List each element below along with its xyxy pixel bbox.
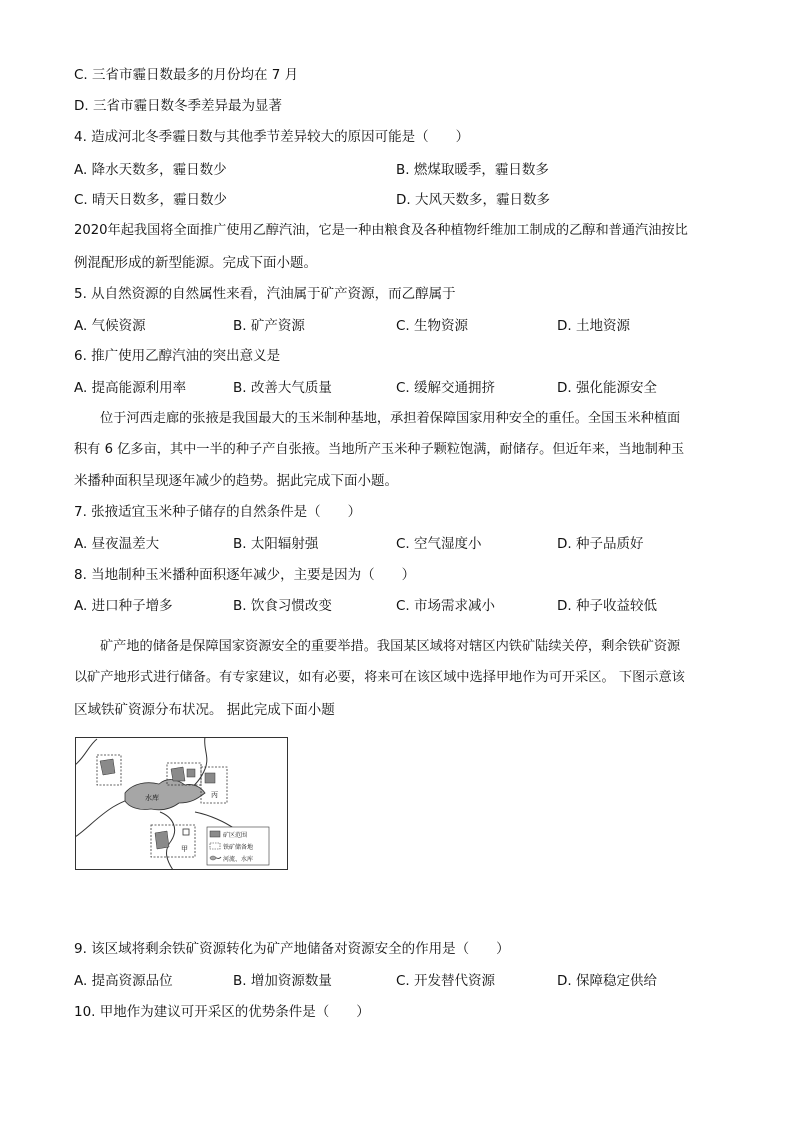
q5-option-d: D. 土地资源 <box>557 318 630 334</box>
question-8: 8. 当地制种玉米播种面积逐年减少，主要是因为（ ） <box>74 567 416 583</box>
q9-option-a: A. 提高资源品位 <box>74 973 173 989</box>
passage-zhangye-line2: 积有 6 亿多亩，其中一半的种子产自张掖。当地所产玉米种子颗粒饱满，耐储存。但近年来，当地制种玉 <box>74 442 685 457</box>
q4-option-c: C. 晴天日数多，霾日数少 <box>74 192 228 208</box>
q6-option-b: B. 改善大气质量 <box>233 380 332 396</box>
iron-ore-distribution-map <box>75 737 288 870</box>
q5-option-b: B. 矿产资源 <box>233 318 305 334</box>
legend-water: 河流、水库 <box>223 857 254 863</box>
question-6: 6. 推广使用乙醇汽油的突出意义是 <box>74 348 281 364</box>
passage-zhangye-line1: 位于河西走廊的张掖是我国最大的玉米制种基地，承担着保障国家用种安全的重任。全国玉米种植面 <box>100 411 681 426</box>
q3-option-c: C. 三省市霾日数最多的月份均在 7 月 <box>74 67 299 83</box>
reservoir-label: 水库 <box>145 795 159 802</box>
q7-option-b: B. 太阳辐射强 <box>233 536 319 552</box>
q7-option-c: C. 空气湿度小 <box>396 536 482 552</box>
passage-zhangye-line3: 米播种面积呈现逐年减少的趋势。据此完成下面小题。 <box>74 473 398 489</box>
q8-option-b: B. 饮食习惯改变 <box>233 598 332 614</box>
legend-reserve: 铁矿储备地 <box>223 845 254 851</box>
bing-label: 丙 <box>211 792 218 799</box>
q9-option-b: B. 增加资源数量 <box>233 973 332 989</box>
q9-option-d: D. 保障稳定供给 <box>557 973 657 989</box>
question-7: 7. 张掖适宜玉米种子储存的自然条件是（ ） <box>74 504 362 520</box>
q8-option-d: D. 种子收益较低 <box>557 598 657 614</box>
q4-option-b: B. 燃煤取暖季，霾日数多 <box>396 162 549 178</box>
passage-ethanol-line1: 2020年起我国将全面推广使用乙醇汽油，它是一种由粮食及各种植物纤维加工制成的乙醇和普通汽油按比 <box>74 223 688 238</box>
question-9: 9. 该区域将剩余铁矿资源转化为矿产地储备对资源安全的作用是（ ） <box>74 941 510 957</box>
q8-option-a: A. 进口种子增多 <box>74 598 173 614</box>
q7-option-d: D. 种子品质好 <box>557 536 644 552</box>
q8-option-c: C. 市场需求减小 <box>396 598 496 614</box>
legend-mine: 矿区范围 <box>223 833 248 839</box>
q5-option-c: C. 生物资源 <box>396 318 469 334</box>
jia-label: 甲 <box>181 846 188 853</box>
q9-option-c: C. 开发替代资源 <box>396 973 496 989</box>
q6-option-d: D. 强化能源安全 <box>557 380 657 396</box>
passage-ethanol-line2: 例混配形成的新型能源。完成下面小题。 <box>74 255 317 271</box>
q4-option-d: D. 大风天数多，霾日数多 <box>396 192 550 208</box>
q4-option-a: A. 降水天数多，霾日数少 <box>74 162 227 178</box>
q6-option-c: C. 缓解交通拥挤 <box>396 380 496 396</box>
question-4: 4. 造成河北冬季霾日数与其他季节差异较大的原因可能是（ ） <box>74 129 470 145</box>
passage-mine-line2: 以矿产地形式进行储备。有专家建议，如有必要，将来可在该区域中选择甲地作为可开采区。 下图示意该 <box>74 670 685 685</box>
question-5: 5. 从自然资源的自然属性来看，汽油属于矿产资源，而乙醇属于 <box>74 286 456 302</box>
q7-option-a: A. 昼夜温差大 <box>74 536 160 552</box>
mine-area <box>100 759 115 775</box>
q5-option-a: A. 气候资源 <box>74 318 146 334</box>
q3-option-d: D. 三省市霾日数冬季差异最为显著 <box>74 98 282 114</box>
q6-option-a: A. 提高能源利用率 <box>74 380 187 396</box>
question-10: 10. 甲地作为建议可开采区的优势条件是（ ） <box>74 1004 370 1020</box>
passage-mine-line1: 矿产地的储备是保障国家资源安全的重要举措。我国某区域将对辖区内铁矿陆续关停，剩余铁矿资源 <box>100 639 681 654</box>
passage-mine-line3: 区域铁矿资源分布状况。 据此完成下面小题 <box>74 702 335 718</box>
